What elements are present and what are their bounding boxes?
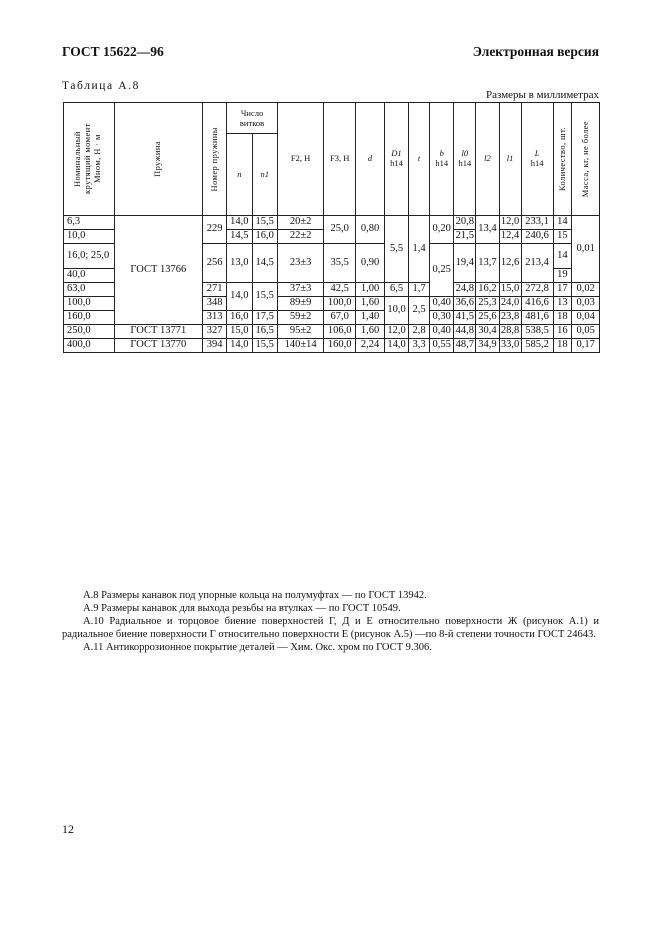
cell-l0: 19,4 xyxy=(454,244,476,283)
cell-L: 585,2 xyxy=(521,339,553,353)
note-a11: А.11 Антикоррозионное покрытие деталей — Хим. Окс. хром по ГОСТ 9.306. xyxy=(83,642,432,653)
cell-d: 0,90 xyxy=(356,244,385,283)
cell-torque: 6,3 xyxy=(64,216,115,230)
cell-qty: 17 xyxy=(553,283,572,297)
cell-l0: 21,5 xyxy=(454,230,476,244)
col-n: n xyxy=(227,134,252,216)
document-code: ГОСТ 15622—96 xyxy=(62,44,164,59)
cell-l0: 20,8 xyxy=(454,216,476,230)
cell-l0: 24,8 xyxy=(454,283,476,297)
cell-spring-no: 229 xyxy=(202,216,226,244)
col-l0: l0 h14 xyxy=(454,103,476,216)
cell-spring: ГОСТ 13766 xyxy=(114,216,202,325)
cell-n1: 16,5 xyxy=(252,325,277,339)
cell-l0: 48,7 xyxy=(454,339,476,353)
table-header xyxy=(64,103,600,216)
col-b: b h14 xyxy=(430,103,454,216)
cell-d: 0,80 xyxy=(356,216,385,244)
cell-qty: 14 xyxy=(553,244,572,269)
cell-l2: 13,4 xyxy=(476,216,499,244)
cell-l1: 28,8 xyxy=(499,325,521,339)
cell-l1: 12,6 xyxy=(499,244,521,283)
cell-f3: 100,0 xyxy=(324,297,356,311)
cell-d: 1,60 xyxy=(356,297,385,311)
cell-f2: 140±14 xyxy=(277,339,323,353)
cell-torque: 250,0 xyxy=(64,325,115,339)
cell-spring: ГОСТ 13770 xyxy=(114,339,202,353)
col-mass: Масса, кг, не более xyxy=(572,103,600,216)
cell-n1: 15,5 xyxy=(252,283,277,311)
col-torque: Номинальный крутящий момент Mном, Н · м xyxy=(64,103,115,216)
cell-L: 272,8 xyxy=(521,283,553,297)
col-spring-no: Номер пружины xyxy=(202,103,226,216)
cell-spring: ГОСТ 13771 xyxy=(114,325,202,339)
cell-l1: 33,0 xyxy=(499,339,521,353)
col-L: L h14 xyxy=(521,103,553,216)
cell-n: 15,0 xyxy=(227,325,252,339)
col-l1: l1 xyxy=(499,103,521,216)
cell-l1: 23,8 xyxy=(499,311,521,325)
page-number: 12 xyxy=(62,822,74,836)
cell-t: 1,4 xyxy=(409,216,430,283)
cell-t: 3,3 xyxy=(409,339,430,353)
cell-spring-no: 327 xyxy=(202,325,226,339)
cell-b: 0,55 xyxy=(430,339,454,353)
cell-f2: 20±2 xyxy=(277,216,323,230)
cell-L: 213,4 xyxy=(521,244,553,283)
col-turns-group: Число витков xyxy=(227,103,278,134)
cell-l1: 15,0 xyxy=(499,283,521,297)
cell-l2: 25,3 xyxy=(476,297,499,311)
cell-f2: 37±3 xyxy=(277,283,323,297)
cell-d1: 6,5 xyxy=(384,283,408,297)
cell-L: 538,5 xyxy=(521,325,553,339)
cell-b: 0,40 xyxy=(430,325,454,339)
cell-qty: 18 xyxy=(553,339,572,353)
cell-qty: 18 xyxy=(553,311,572,325)
cell-f3: 35,5 xyxy=(324,244,356,283)
cell-l1: 24,0 xyxy=(499,297,521,311)
cell-l0: 44,8 xyxy=(454,325,476,339)
table-row xyxy=(64,325,600,339)
cell-l2: 13,7 xyxy=(476,244,499,283)
cell-b: 0,25 xyxy=(430,244,454,297)
note-a10: А.10 Радиальное и торцовое биение поверхностей Г, Д и Е относительно поверхности Ж (рисунок А.1) и радиальное биение поверхности Г относительно поверхности Е (рисунок А.5) —по 8-й степени точности ГОСТ 24643. xyxy=(62,616,599,640)
electronic-version-label: Электронная версия xyxy=(472,44,599,59)
cell-l2: 25,6 xyxy=(476,311,499,325)
cell-d1: 5,5 xyxy=(384,216,408,283)
cell-spring-no: 256 xyxy=(202,244,226,283)
col-spring: Пружина xyxy=(114,103,202,216)
cell-spring-no: 313 xyxy=(202,311,226,325)
cell-f3: 42,5 xyxy=(324,283,356,297)
cell-l0: 41,5 xyxy=(454,311,476,325)
col-d1: D1 h14 xyxy=(384,103,408,216)
cell-d: 1,00 xyxy=(356,283,385,297)
cell-spring-no: 394 xyxy=(202,339,226,353)
cell-l1: 12,0 xyxy=(499,216,521,230)
cell-n1: 15,5 xyxy=(252,339,277,353)
col-d: d xyxy=(356,103,385,216)
cell-t: 2,5 xyxy=(409,297,430,325)
cell-l2: 30,4 xyxy=(476,325,499,339)
cell-torque: 160,0 xyxy=(64,311,115,325)
table-row xyxy=(64,216,600,230)
cell-torque: 400,0 xyxy=(64,339,115,353)
parameters-table xyxy=(63,102,600,353)
cell-torque: 16,0; 25,0 xyxy=(64,244,115,269)
note-a9: А.9 Размеры канавок для выхода резьбы на втулках — по ГОСТ 10549. xyxy=(83,603,401,614)
cell-n1: 15,5 xyxy=(252,216,277,230)
cell-b: 0,40 xyxy=(430,297,454,311)
cell-mass: 0,04 xyxy=(572,311,600,325)
cell-n: 13,0 xyxy=(227,244,252,283)
cell-b: 0,20 xyxy=(430,216,454,244)
table-caption: Таблица А.8 xyxy=(62,80,140,92)
cell-l1: 12,4 xyxy=(499,230,521,244)
col-qty: Количество, шт. xyxy=(553,103,572,216)
cell-qty: 13 xyxy=(553,297,572,311)
cell-l2: 34,9 xyxy=(476,339,499,353)
cell-f3: 25,0 xyxy=(324,216,356,244)
cell-l0: 36,6 xyxy=(454,297,476,311)
cell-d1: 12,0 xyxy=(384,325,408,339)
cell-n: 16,0 xyxy=(227,311,252,325)
table-row xyxy=(64,339,600,353)
cell-L: 233,1 xyxy=(521,216,553,230)
cell-n1: 14,5 xyxy=(252,244,277,283)
col-n1: n1 xyxy=(252,134,277,216)
cell-f2: 95±2 xyxy=(277,325,323,339)
cell-n: 14,5 xyxy=(227,230,252,244)
note-a8: А.8 Размеры канавок под упорные кольца на полумуфтах — по ГОСТ 13942. xyxy=(83,590,427,601)
cell-n: 14,0 xyxy=(227,216,252,230)
cell-spring-no: 271 xyxy=(202,283,226,297)
cell-f2: 22±2 xyxy=(277,230,323,244)
notes-section xyxy=(62,589,599,654)
col-f3: F3, Н xyxy=(324,103,356,216)
cell-mass: 0,03 xyxy=(572,297,600,311)
cell-qty: 14 xyxy=(553,216,572,230)
cell-t: 1,7 xyxy=(409,283,430,297)
cell-qty: 16 xyxy=(553,325,572,339)
cell-torque: 40,0 xyxy=(64,269,115,283)
units-note: Размеры в миллиметрах xyxy=(486,89,599,101)
cell-L: 481,6 xyxy=(521,311,553,325)
col-l2: l2 xyxy=(476,103,499,216)
cell-b: 0,30 xyxy=(430,311,454,325)
cell-spring-no: 348 xyxy=(202,297,226,311)
cell-f2: 89±9 xyxy=(277,297,323,311)
cell-d1: 10,0 xyxy=(384,297,408,325)
cell-mass: 0,17 xyxy=(572,339,600,353)
col-t: t xyxy=(409,103,430,216)
cell-L: 416,6 xyxy=(521,297,553,311)
col-f2: F2, Н xyxy=(277,103,323,216)
cell-mass: 0,01 xyxy=(572,216,600,283)
cell-l2: 16,2 xyxy=(476,283,499,297)
cell-L: 240,6 xyxy=(521,230,553,244)
cell-f3: 67,0 xyxy=(324,311,356,325)
cell-n1: 17,5 xyxy=(252,311,277,325)
cell-torque: 63,0 xyxy=(64,283,115,297)
cell-d: 1,40 xyxy=(356,311,385,325)
cell-f2: 23±3 xyxy=(277,244,323,283)
cell-f2: 59±2 xyxy=(277,311,323,325)
cell-n: 14,0 xyxy=(227,283,252,311)
cell-mass: 0,02 xyxy=(572,283,600,297)
cell-qty: 15 xyxy=(553,230,572,244)
cell-d: 2,24 xyxy=(356,339,385,353)
cell-d: 1,60 xyxy=(356,325,385,339)
cell-qty: 19 xyxy=(553,269,572,283)
cell-t: 2,8 xyxy=(409,325,430,339)
cell-f3: 106,0 xyxy=(324,325,356,339)
cell-n: 14,0 xyxy=(227,339,252,353)
cell-torque: 100,0 xyxy=(64,297,115,311)
cell-d1: 14,0 xyxy=(384,339,408,353)
cell-f3: 160,0 xyxy=(324,339,356,353)
cell-n1: 16,0 xyxy=(252,230,277,244)
cell-torque: 10,0 xyxy=(64,230,115,244)
cell-mass: 0,05 xyxy=(572,325,600,339)
